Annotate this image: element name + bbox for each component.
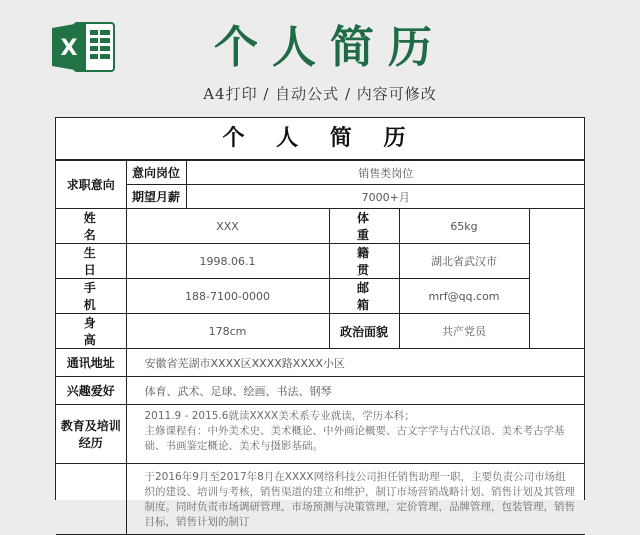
education-label-line1: 教育及培训 [60, 419, 121, 433]
weight-label: 体重 [329, 209, 399, 244]
sheet-title: 个 人 简 历 [56, 118, 584, 160]
education-label-line2: 经历 [78, 436, 103, 450]
origin-label: 籍贯 [329, 244, 399, 279]
name-label: 姓名 [56, 209, 126, 244]
education-label [56, 405, 126, 464]
phone-label: 手机 [56, 279, 126, 314]
resume-table [56, 160, 585, 535]
table-row [56, 314, 585, 349]
table-row [56, 185, 585, 209]
table-row [56, 209, 585, 244]
work-text: 于2016年9月至2017年8月在XXXX网络科技公司担任销售助理一职，主要负责公司市场组织的建设、培训与考核，销售渠道的建立和维护，制订市场营销战略计划、销售计划及其管理制度。同时负责市场调研管理，市场预测与决策管理，定价管理，品牌管理，包装管理，销售目标，销售计划的制订 [144, 471, 575, 528]
table-row [56, 405, 585, 464]
education-line2: 主修课程有：中外美术史、美术概论、中外画论概要、古文字学与古代汉语、美术考古学基础、书画鉴定概论、美术与摄影基础。 [144, 425, 565, 452]
excel-logo-icon [50, 19, 116, 75]
email-value[interactable]: mrf@qq.com [399, 279, 529, 314]
hobbies-value[interactable]: 体育、武术、足球、绘画、书法、钢琴 [126, 377, 585, 405]
education-line1: 2011.9 - 2015.6就读XXXX美术系专业就读，学历本科； [144, 410, 415, 422]
address-value[interactable]: 安徽省芜湖市XXXX区XXXX路XXXX小区 [126, 349, 585, 377]
page-subtitle: A4打印 / 自动公式 / 内容可修改 [203, 85, 437, 103]
work-value[interactable] [126, 464, 585, 535]
weight-value[interactable]: 65kg [399, 209, 529, 244]
email-label: 邮箱 [329, 279, 399, 314]
position-value[interactable]: 销售类岗位 [186, 161, 585, 185]
resume-sheet [55, 117, 585, 528]
page-title: 个人简历 [214, 22, 446, 73]
phone-value[interactable]: 188-7100-0000 [126, 279, 329, 314]
height-label: 身高 [56, 314, 126, 349]
table-row [56, 279, 585, 314]
education-value[interactable] [126, 405, 585, 464]
job-intention-label: 求职意向 [56, 161, 126, 209]
position-label: 意向岗位 [126, 161, 186, 185]
hobbies-label: 兴趣爱好 [56, 377, 126, 405]
political-label: 政治面貌 [329, 314, 399, 349]
table-row [56, 464, 585, 535]
height-value[interactable]: 178cm [126, 314, 329, 349]
birth-value[interactable]: 1998.06.1 [126, 244, 329, 279]
political-value[interactable]: 共产党员 [399, 314, 529, 349]
work-label [56, 464, 126, 535]
table-row [56, 161, 585, 185]
photo-cell[interactable] [529, 209, 585, 349]
salary-label: 期望月薪 [126, 185, 186, 209]
salary-value[interactable]: 7000+月 [186, 185, 585, 209]
logo-letter: X [60, 36, 78, 61]
name-value[interactable]: XXX [126, 209, 329, 244]
origin-value[interactable]: 湖北省武汉市 [399, 244, 529, 279]
address-label: 通讯地址 [56, 349, 126, 377]
table-row [56, 377, 585, 405]
table-row [56, 349, 585, 377]
birth-label: 生日 [56, 244, 126, 279]
table-row [56, 244, 585, 279]
